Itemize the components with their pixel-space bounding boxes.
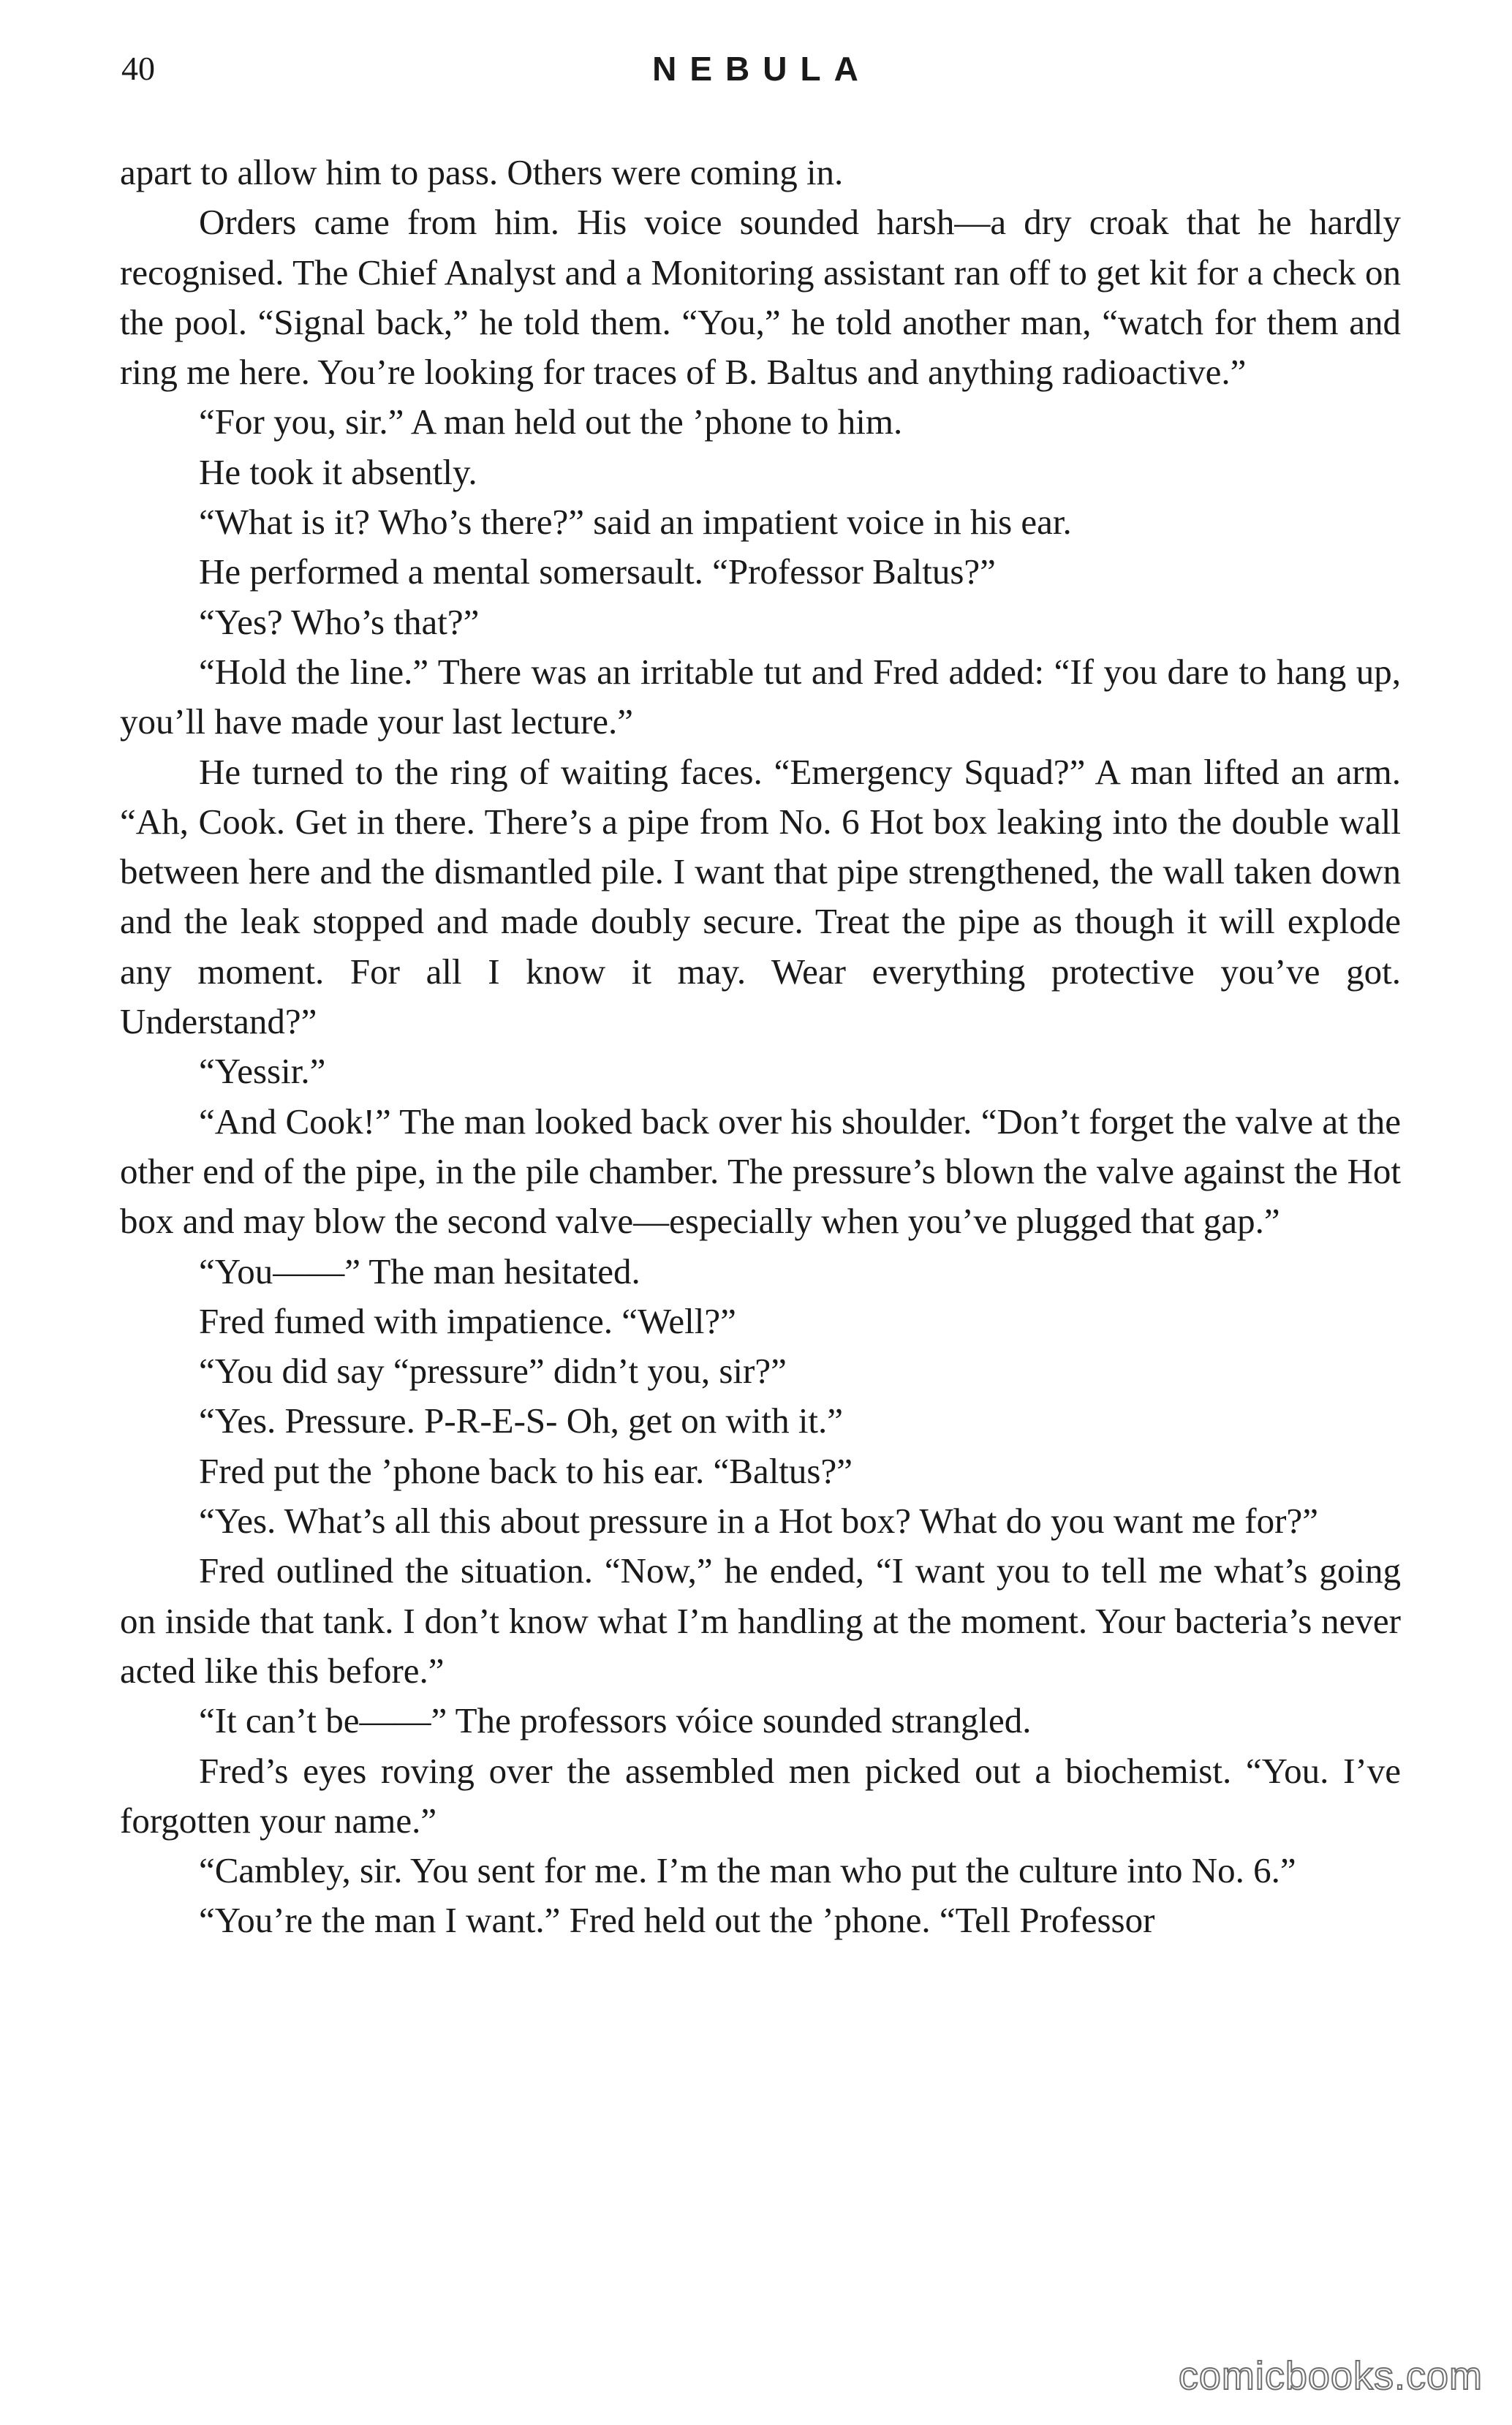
paragraph: “For you, sir.” A man held out the ’phone to him. (199, 401, 903, 442)
paragraph: Fred’s eyes roving over the assembled men picked out a biochemist. “You. I’ve forgotten your name.” (120, 1750, 1401, 1841)
paragraph: “You did say “pressure” didn’t you, sir?” (199, 1351, 787, 1392)
paragraph: Fred fumed with impatience. “Well?” (199, 1300, 736, 1341)
paragraph: “And Cook!” The man looked back over his shoulder. “Don’t forget the valve at the other end of the pipe, in the pile chamber. The pressure’s blown the valve against the Hot box and may blow the second valve—especially when you’ve plugged that gap.” (120, 1101, 1401, 1242)
paragraph: He took it absently. (199, 451, 477, 492)
paragraph: Orders came from him. His voice sounded harsh—a dry croak that he hardly recognised. The Chief Analyst and a Monitoring assistant ran off to get kit for a check on the pool. “Signal back,” he told them. “You,” he told another man, “watch for them and ring me here. You’re looking for traces of B. Baltus and anything radioactive.” (120, 202, 1401, 393)
paragraph: “Hold the line.” There was an irritable tut and Fred added: “If you dare to hang up, you’ll have made your last lecture.” (120, 651, 1401, 742)
paragraph: Fred outlined the situation. “Now,” he ended, “I want you to tell me what’s going on inside that tank. I don’t know what I’m handling at the moment. Your bacteria’s never acted like this before.” (120, 1550, 1401, 1691)
paragraph: He performed a mental somersault. “Professor Baltus?” (199, 551, 996, 592)
paragraph: Fred put the ’phone back to his ear. “Baltus?” (199, 1450, 853, 1491)
page-header (121, 44, 1402, 102)
paragraph: “What is it? Who’s there?” said an impatient voice in his ear. (199, 502, 1072, 543)
paragraph: “Yes? Who’s that?” (199, 601, 480, 642)
paragraph: “You’re the man I want.” Fred held out the ’phone. “Tell Professor (199, 1900, 1155, 1941)
body-text (120, 148, 1401, 1946)
paragraph: “You——” The man hesitated. (199, 1251, 640, 1291)
paragraph: “Cambley, sir. You sent for me. I’m the man who put the culture into No. 6.” (199, 1850, 1296, 1891)
paragraph: “Yes. What’s all this about pressure in a Hot box? What do you want me for?” (199, 1501, 1318, 1542)
watermark: comicbooks.com (1178, 2354, 1483, 2398)
paragraph: “Yes. Pressure. P-R-E-S- Oh, get on with it.” (199, 1400, 844, 1441)
running-title: NEBULA (652, 50, 872, 88)
paragraph: “Yessir.” (199, 1051, 326, 1092)
paragraph: apart to allow him to pass. Others were coming in. (120, 152, 844, 192)
page-number: 40 (121, 50, 155, 87)
paragraph: “It can’t be——” The professors vóice sounded strangled. (199, 1700, 1032, 1741)
paragraph: He turned to the ring of waiting faces. “Emergency Squad?” A man lifted an arm. “Ah, Cook. Get in there. There’s a pipe from No. 6 Hot box leaking into the double wall between here and the dismantled pile. I want that pipe strengthened, the wall taken down and the leak stopped and made doubly secure. Treat the pipe as though it will explode any moment. For all I know it may. Wear everything protective you’ve got. Understand?” (120, 751, 1401, 1042)
